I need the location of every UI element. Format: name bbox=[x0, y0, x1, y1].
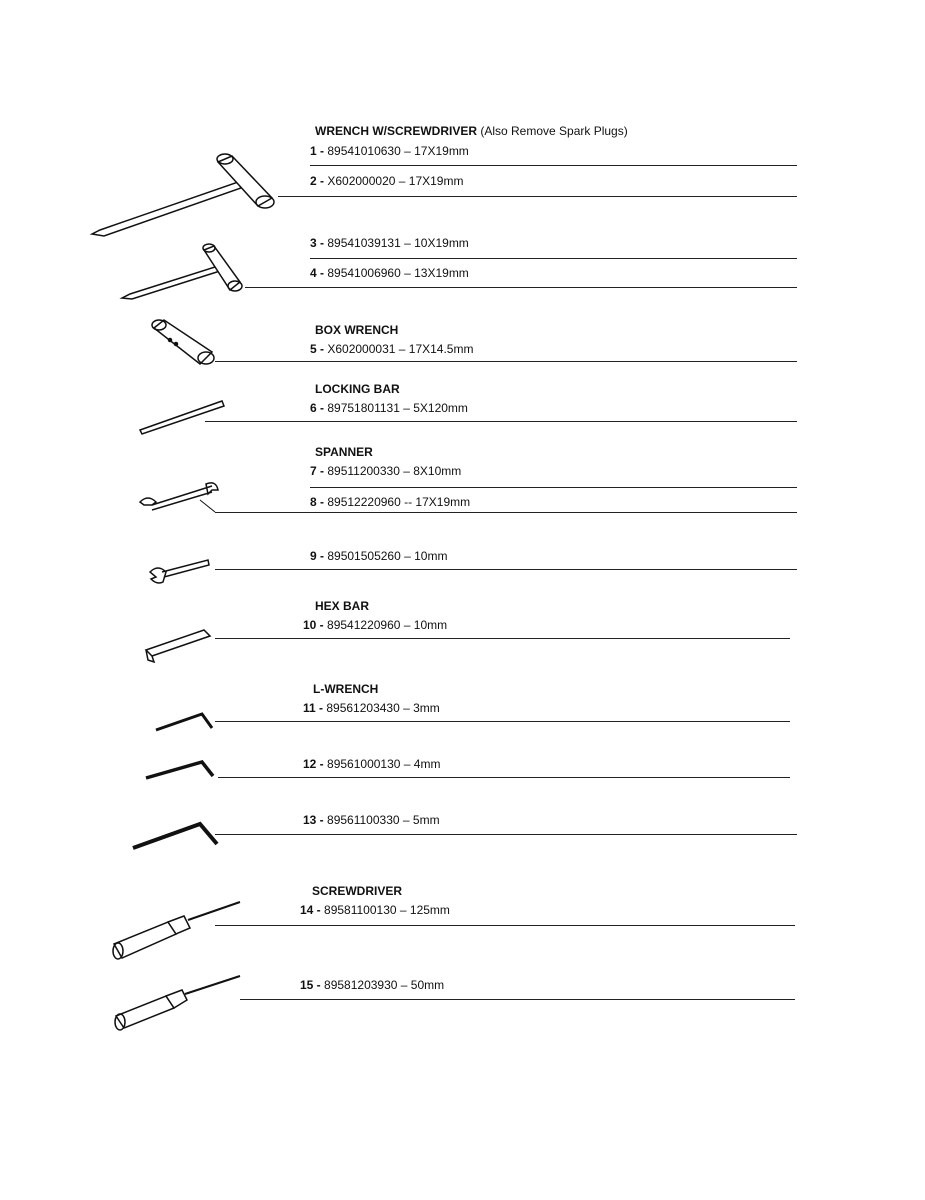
screwdriver-large-icon bbox=[113, 902, 240, 959]
item-number: 11 - bbox=[303, 701, 324, 715]
section-heading-box-wrench: BOX WRENCH bbox=[315, 323, 399, 337]
item-number: 6 - bbox=[310, 401, 325, 415]
heading-note: (Also Remove Spark Plugs) bbox=[480, 124, 628, 138]
spanner-double-icon bbox=[140, 483, 218, 512]
l-wrench-5mm-icon bbox=[133, 824, 217, 848]
item-number: 4 - bbox=[310, 266, 325, 280]
item-text: X602000031 – 17X14.5mm bbox=[327, 342, 474, 356]
section-heading-hex-bar: HEX BAR bbox=[315, 599, 370, 613]
item-number: 10 - bbox=[303, 618, 324, 632]
section-heading-locking-bar: LOCKING BAR bbox=[315, 382, 400, 396]
item-text: 89541006960 – 13X19mm bbox=[327, 266, 469, 280]
item-text: 89561100330 – 5mm bbox=[327, 813, 440, 827]
item-number: 7 - bbox=[310, 464, 325, 478]
item-text: 89561000130 – 4mm bbox=[327, 757, 441, 771]
item-number: 13 - bbox=[303, 813, 324, 827]
t-wrench-screwdriver-large-icon bbox=[92, 154, 274, 236]
item-text: 89581100130 – 125mm bbox=[324, 903, 450, 917]
item-text: 89751801131 – 5X120mm bbox=[327, 401, 468, 415]
item-number: 5 - bbox=[310, 342, 325, 356]
heading-text: WRENCH W/SCREWDRIVER bbox=[315, 124, 477, 138]
screwdriver-small-icon bbox=[115, 976, 240, 1030]
item-text: X602000020 – 17X19mm bbox=[327, 174, 464, 188]
item-text: 89581203930 – 50mm bbox=[324, 978, 445, 992]
l-wrench-3mm-icon bbox=[156, 714, 212, 730]
section-heading-l-wrench: L-WRENCH bbox=[313, 682, 379, 696]
box-wrench-icon bbox=[152, 320, 214, 364]
item-text: 89541039131 – 10X19mm bbox=[327, 236, 469, 250]
t-wrench-screwdriver-small-icon bbox=[122, 244, 242, 299]
spanner-single-icon bbox=[150, 560, 209, 583]
item-text: 89541010630 – 17X19mm bbox=[327, 144, 469, 158]
l-wrench-4mm-icon bbox=[146, 762, 213, 778]
item-text: 89512220960 -- 17X19mm bbox=[327, 495, 471, 509]
item-text: 89501505260 – 10mm bbox=[327, 549, 448, 563]
item-number: 8 - bbox=[310, 495, 325, 509]
locking-bar-icon bbox=[140, 401, 224, 434]
item-text: 89561203430 – 3mm bbox=[326, 701, 440, 715]
item-number: 2 - bbox=[310, 174, 325, 188]
item-number: 9 - bbox=[310, 549, 325, 563]
section-heading-screwdriver: SCREWDRIVER bbox=[312, 884, 403, 898]
item-number: 3 - bbox=[310, 236, 325, 250]
item-number: 15 - bbox=[300, 978, 321, 992]
item-number: 14 - bbox=[300, 903, 321, 917]
item-text: 89511200330 – 8X10mm bbox=[327, 464, 462, 478]
item-text: 89541220960 – 10mm bbox=[327, 618, 448, 632]
item-number: 12 - bbox=[303, 757, 324, 771]
item-number: 1 - bbox=[310, 144, 325, 158]
section-heading-spanner: SPANNER bbox=[315, 445, 373, 459]
hex-bar-icon bbox=[146, 630, 210, 662]
